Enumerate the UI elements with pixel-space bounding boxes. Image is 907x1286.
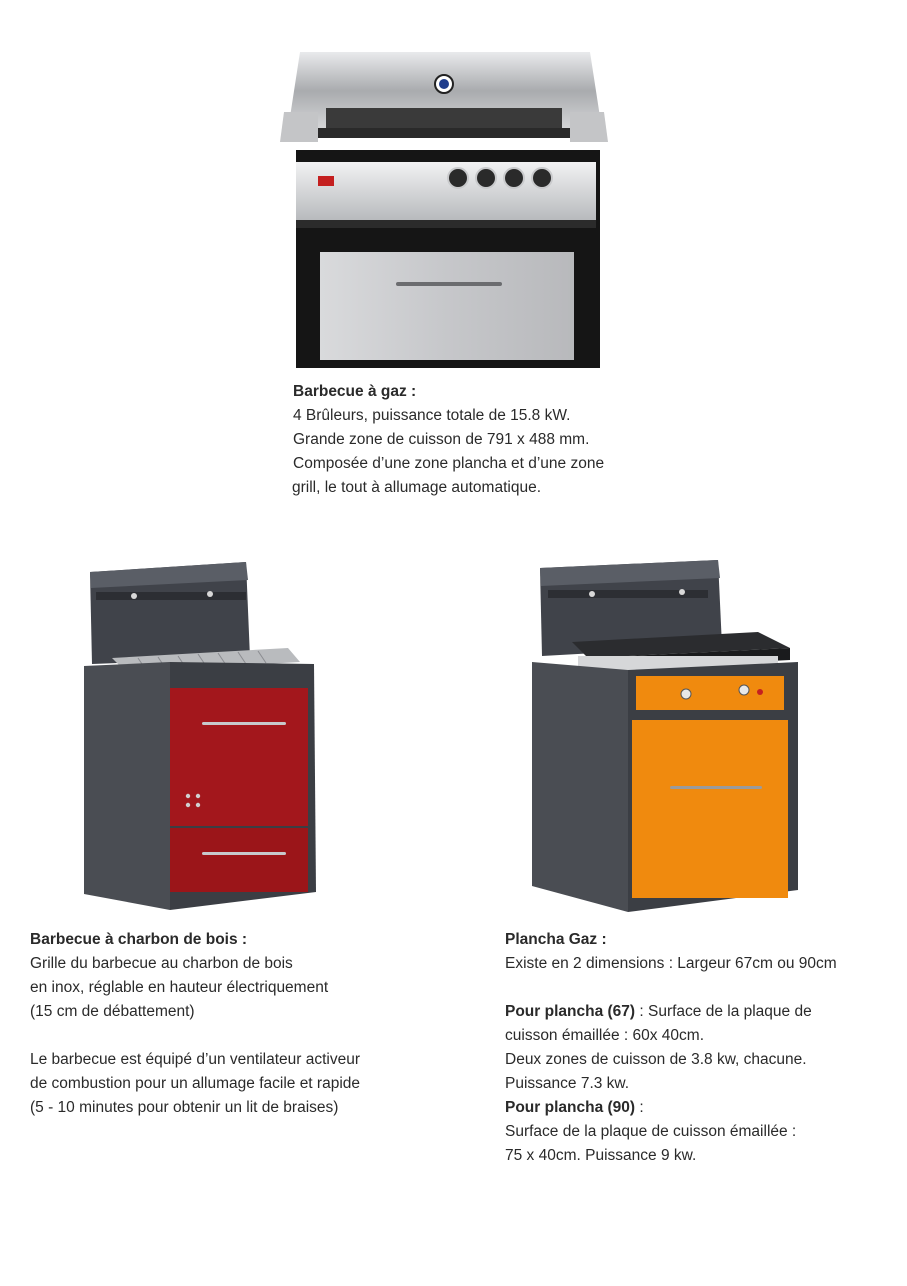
plancha-90-line: Surface de la plaque de cuisson émaillée : (505, 1123, 797, 1140)
gas-bbq-image (278, 42, 610, 376)
charcoal-bbq-line: de combustion pour un allumage facile et rapide (30, 1075, 361, 1092)
charcoal-bbq-caption (30, 928, 450, 1120)
plancha-intro: Existe en 2 dimensions : Largeur 67cm ou 90cm (505, 955, 837, 972)
charcoal-bbq-line: en inox, réglable en hauteur électriquement (30, 979, 329, 996)
gas-bbq-line: Grande zone de cuisson de 791 x 488 mm. (293, 431, 590, 448)
charcoal-bbq-line: (15 cm de débattement) (30, 1003, 195, 1020)
gas-bbq-caption (293, 380, 713, 500)
plancha-90-label: Pour plancha (90) (505, 1099, 636, 1116)
plancha-title: Plancha Gaz : (505, 931, 607, 948)
gas-bbq-line: 4 Brûleurs, puissance totale de 15.8 kW. (293, 407, 571, 424)
plancha-67-text: : Surface de la plaque de (635, 1003, 812, 1020)
plancha-image (528, 556, 804, 916)
charcoal-bbq-image (78, 558, 328, 914)
plancha-67-line: cuisson émaillée : 60x 40cm. (505, 1027, 705, 1044)
charcoal-bbq-line: Le barbecue est équipé d’un ventilateur activeur (30, 1051, 361, 1068)
plancha-67-line: Deux zones de cuisson de 3.8 kw, chacune. (505, 1051, 807, 1068)
plancha-90-heading (505, 1096, 905, 1120)
charcoal-bbq-line: Grille du barbecue au charbon de bois (30, 955, 293, 972)
plancha-caption (505, 928, 905, 1168)
gas-bbq-title: Barbecue à gaz : (293, 383, 417, 400)
plancha-90-line: 75 x 40cm. Puissance 9 kw. (505, 1147, 697, 1164)
plancha-67-label: Pour plancha (67) (505, 1003, 636, 1020)
gas-bbq-line: grill, le tout à allumage automatique. (292, 479, 542, 496)
plancha-67-heading (505, 1000, 905, 1024)
charcoal-bbq-line: (5 - 10 minutes pour obtenir un lit de braises) (30, 1099, 339, 1116)
plancha-67-line: Puissance 7.3 kw. (505, 1075, 630, 1092)
plancha-90-text: : (635, 1099, 644, 1116)
charcoal-bbq-title: Barbecue à charbon de bois : (30, 931, 248, 948)
gas-bbq-line: Composée d’une zone plancha et d’une zone (293, 455, 605, 472)
